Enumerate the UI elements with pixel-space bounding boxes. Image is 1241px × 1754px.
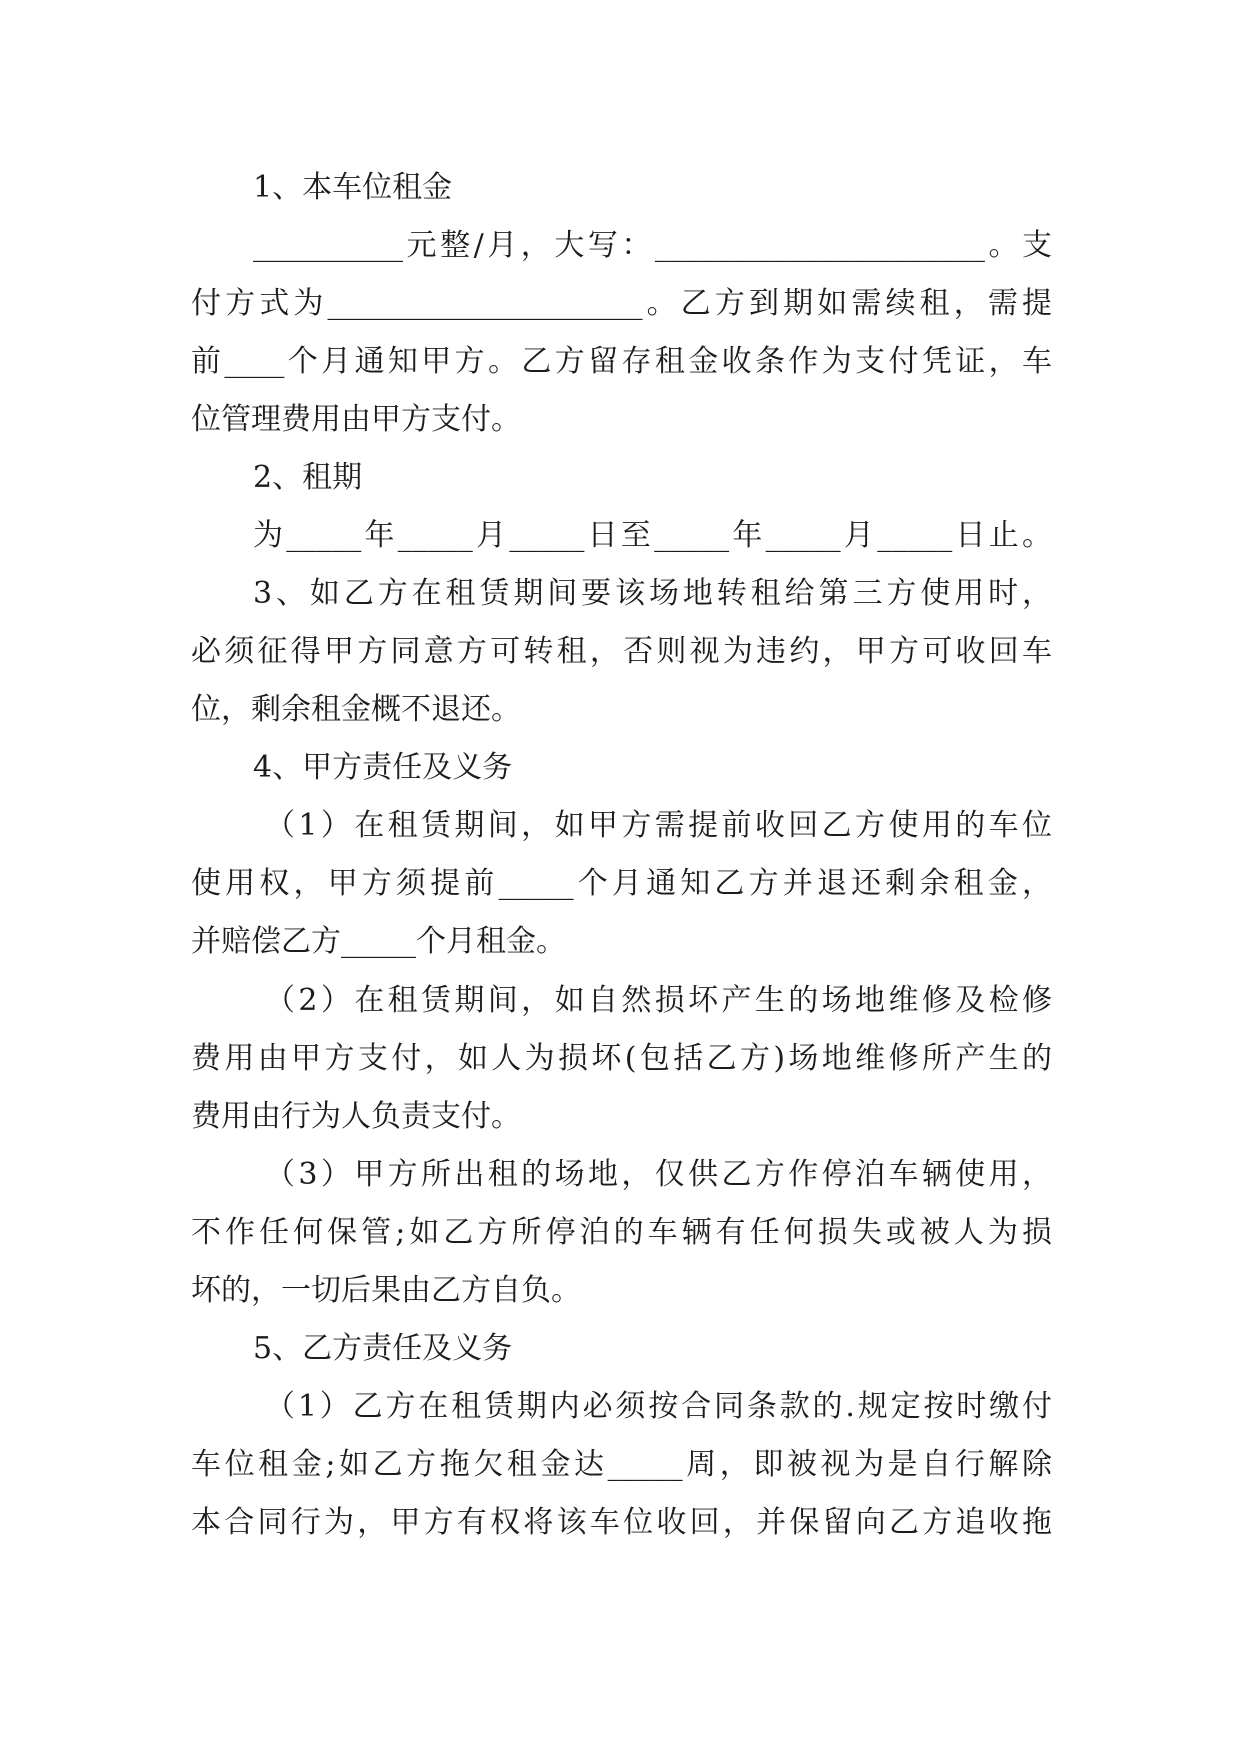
rent-amount-line: __________元整/月，大写：______________________。支 xyxy=(253,228,1052,263)
clause-4-3-line-1: （3）甲方所出租的场地，仅供乙方作停泊车辆使用， xyxy=(265,1157,1052,1192)
clause-4-3-line-2: 不作任何保管;如乙方所停泊的车辆有任何损失或被人为损 xyxy=(191,1215,1052,1250)
clause-5-1-line-1: （1）乙方在租赁期内必须按合同条款的.规定按时缴付 xyxy=(265,1389,1052,1424)
clause-4-3-line-3: 坏的，一切后果由乙方自负。 xyxy=(191,1273,581,1308)
clause-4-1-line-2: 使用权，甲方须提前_____个月通知乙方并退还剩余租金， xyxy=(191,866,1052,901)
payment-method-line: 付方式为_____________________。乙方到期如需续租，需提 xyxy=(191,286,1052,321)
clause-4-heading: 4、甲方责任及义务 xyxy=(253,750,513,785)
notice-period-line: 前____个月通知甲方。乙方留存租金收条作为支付凭证，车 xyxy=(191,344,1052,379)
clause-5-1-line-2: 车位租金;如乙方拖欠租金达_____周，即被视为是自行解除 xyxy=(191,1447,1052,1482)
clause-4-1-line-1: （1）在租赁期间，如甲方需提前收回乙方使用的车位 xyxy=(265,808,1052,843)
clause-1-heading: 1、本车位租金 xyxy=(253,170,453,205)
clause-5-1-line-3: 本合同行为，甲方有权将该车位收回，并保留向乙方追收拖 xyxy=(191,1505,1052,1540)
clause-4-2-line-1: （2）在租赁期间，如自然损坏产生的场地维修及检修 xyxy=(265,983,1052,1018)
clause-2-heading: 2、租期 xyxy=(253,460,363,495)
clause-4-2-line-2: 费用由甲方支付，如人为损坏(包括乙方)场地维修所产生的 xyxy=(191,1041,1052,1076)
clause-3-line-1: 3、如乙方在租赁期间要该场地转租给第三方使用时， xyxy=(253,576,1052,611)
clause-4-2-line-3: 费用由行为人负责支付。 xyxy=(191,1099,521,1134)
clause-3-line-3: 位，剩余租金概不退还。 xyxy=(191,692,521,727)
management-fee-line: 位管理费用由甲方支付。 xyxy=(191,402,521,437)
clause-4-1-line-3: 并赔偿乙方_____个月租金。 xyxy=(191,924,566,959)
lease-term-line: 为_____年_____月_____日至_____年_____月_____日止。 xyxy=(253,518,1052,553)
clause-5-heading: 5、乙方责任及义务 xyxy=(253,1331,513,1366)
clause-3-line-2: 必须征得甲方同意方可转租，否则视为违约，甲方可收回车 xyxy=(191,634,1052,669)
